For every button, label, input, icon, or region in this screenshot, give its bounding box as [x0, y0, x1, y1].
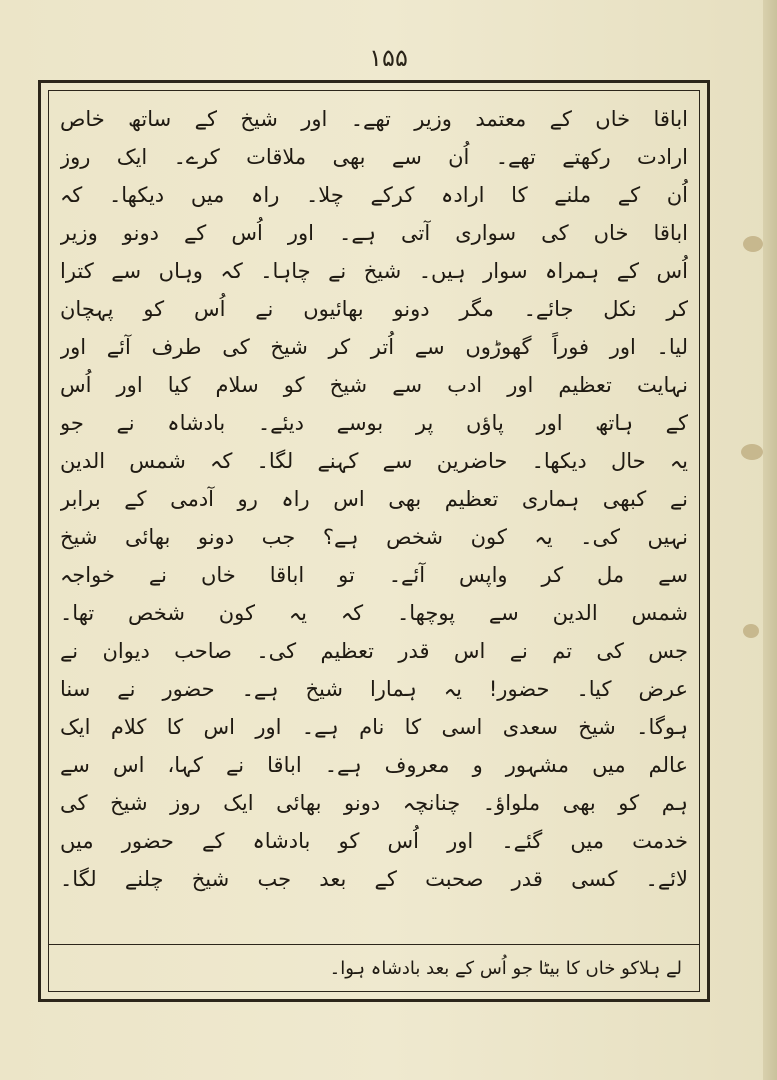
text-line: لیا۔ اور فوراً گھوڑوں سے اُتر کر شیخ کی طرف آئے اور [60, 335, 688, 359]
page-number: ۱۵۵ [369, 44, 408, 72]
text-line: عرض کیا۔ حضور! یہ ہمارا شیخ ہے۔ حضور نے سنا [60, 677, 688, 701]
text-line: کر نکل جائے۔ مگر دونو بھائیوں نے اُس کو پہچان [60, 297, 688, 321]
paper-stain [743, 236, 763, 252]
text-line: سے مل کر واپس آئے۔ تو اباقا خاں نے خواجہ [60, 563, 688, 587]
text-line: کے ہاتھ اور پاؤں پر بوسے دیئے۔ بادشاہ نے جو [60, 411, 688, 435]
text-line: اُن کے ملنے کا ارادہ کرکے چلا۔ راہ میں دیکھا۔ کہ [60, 183, 688, 207]
text-line: لائے۔ کسی قدر صحبت کے بعد جب شیخ چلنے لگا۔ [60, 867, 688, 891]
footnote: لے ہلاکو خاں کا بیٹا جو اُس کے بعد بادشاہ ہوا۔ [329, 958, 682, 979]
text-line: ارادت رکھتے تھے۔ اُن سے بھی ملاقات کرے۔ ایک روز [60, 145, 688, 169]
text-line: شمس الدین سے پوچھا۔ کہ یہ کون شخص تھا۔ [60, 601, 688, 625]
text-line: یہ حال دیکھا۔ حاضرین سے کہنے لگا۔ کہ شمس الدین [60, 449, 688, 473]
text-line: جس کی تم نے اس قدر تعظیم کی۔ صاحب دیوان نے [60, 639, 688, 663]
text-line: ہم کو بھی ملواؤ۔ چنانچہ دونو بھائی ایک روز شیخ کی [60, 791, 688, 815]
paper-stain [743, 624, 759, 638]
footnote-divider [48, 944, 700, 945]
text-line: عالم میں مشہور و معروف ہے۔ اباقا نے کہا، اس سے [60, 753, 688, 777]
page-edge [763, 0, 777, 1080]
paper-stain [741, 444, 763, 460]
text-line: اباقا خاں کے معتمد وزیر تھے۔ اور شیخ کے ساتھ خاص [60, 107, 688, 131]
text-line: نہایت تعظیم اور ادب سے شیخ کو سلام کیا اور اُس [60, 373, 688, 397]
text-line: اباقا خاں کی سواری آتی ہے۔ اور اُس کے دونو وزیر [60, 221, 688, 245]
body-text [60, 100, 688, 940]
text-line: نے کبھی ہماری تعظیم بھی اس راہ رو آدمی کے برابر [60, 487, 688, 511]
text-line: نہیں کی۔ یہ کون شخص ہے؟ جب دونو بھائی شیخ [60, 525, 688, 549]
text-line: اُس کے ہمراہ سوار ہیں۔ شیخ نے چاہا۔ کہ وہاں سے کترا [60, 259, 688, 283]
text-line: ہوگا۔ شیخ سعدی اسی کا نام ہے۔ اور اس کا کلام ایک [60, 715, 688, 739]
text-line: خدمت میں گئے۔ اور اُس کو بادشاہ کے حضور میں [60, 829, 688, 853]
